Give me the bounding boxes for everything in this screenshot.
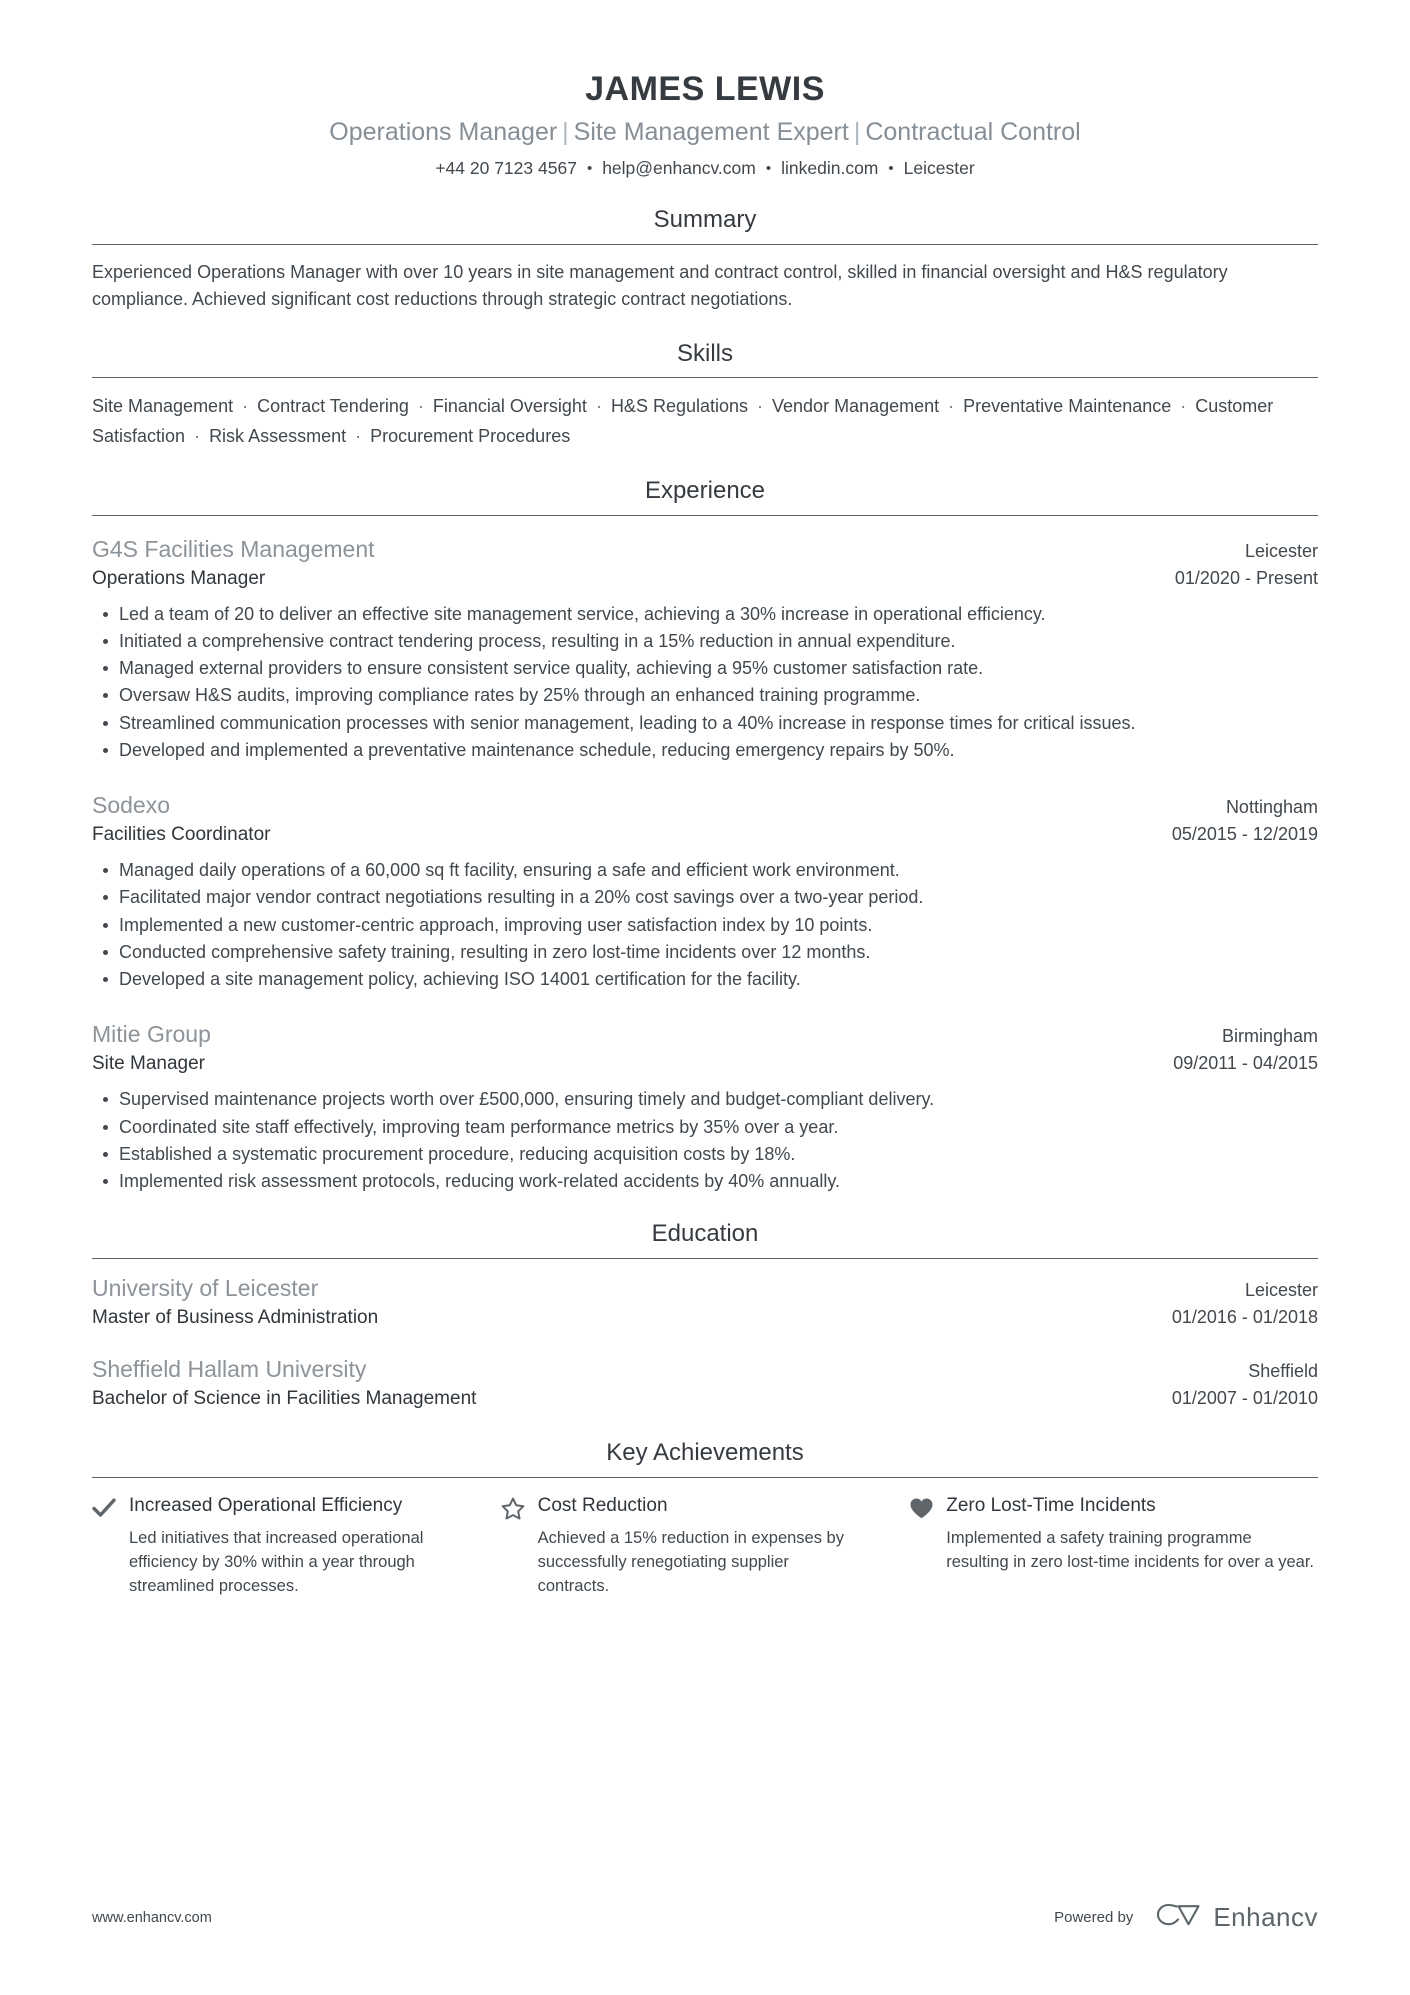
institution-location: Sheffield xyxy=(1248,1361,1318,1382)
employer-name: Mitie Group xyxy=(92,1020,211,1047)
experience-entry-subheader xyxy=(92,566,1318,593)
education-body xyxy=(92,1259,1318,1413)
experience-entry xyxy=(92,1019,1318,1194)
headline-separator: | xyxy=(853,118,861,147)
achievements-grid xyxy=(92,1478,1318,1599)
education-dates: 01/2016 - 01/2018 xyxy=(1171,1306,1318,1327)
skills-body xyxy=(92,378,1318,450)
achievement-title: Cost Reduction xyxy=(537,1494,668,1516)
skill-item: H&S Regulations xyxy=(610,396,749,417)
institution-name: Sheffield Hallam University xyxy=(92,1356,367,1383)
skill-item: Preventative Maintenance xyxy=(963,396,1172,417)
contact-location: Leicester xyxy=(903,158,975,179)
headline-part-1: Operations Manager xyxy=(329,118,558,147)
summary-body xyxy=(92,245,1318,314)
check-icon xyxy=(92,1494,118,1519)
education-entry xyxy=(92,1273,1318,1332)
experience-entry-header xyxy=(92,790,1318,821)
education-dates: 01/2007 - 01/2010 xyxy=(1171,1388,1318,1409)
employer-location: Leicester xyxy=(1244,540,1318,561)
achievement-text xyxy=(946,1494,1318,1575)
skills-section xyxy=(92,340,1318,451)
experience-entry-header xyxy=(92,534,1318,565)
responsibility-item: Led a team of 20 to deliver an effective site management service, achieving a 30% increase in operational efficiency. xyxy=(119,601,1318,627)
responsibility-list xyxy=(92,601,1318,763)
employment-dates: 01/2020 - Present xyxy=(1174,567,1318,588)
skill-item: Contract Tendering xyxy=(257,396,409,417)
responsibility-item: Managed external providers to ensure consistent service quality, achieving a 95% customer satisfaction rate. xyxy=(119,655,1318,681)
section-title-experience: Experience xyxy=(644,476,766,504)
summary-text: Experienced Operations Manager with over 10 years in site management and contract control, skilled in financial oversight and H&S regulatory compliance. Achieved significant cost reductions through strategic contract negotiations. xyxy=(92,261,1228,310)
achievement-card xyxy=(909,1494,1318,1599)
responsibility-item: Initiated a comprehensive contract tendering process, resulting in a 15% reduction in annual expenditure. xyxy=(119,628,1318,654)
experience-entry-subheader xyxy=(92,1051,1318,1078)
skill-separator: · xyxy=(350,425,367,446)
enhancv-brand xyxy=(1155,1902,1318,1933)
skill-separator: · xyxy=(943,396,960,417)
responsibility-item: Established a systematic procurement procedure, reducing acquisition costs by 18%. xyxy=(119,1141,1318,1167)
headline-part-2: Site Management Expert xyxy=(573,118,849,147)
headline-separator: | xyxy=(562,118,569,147)
skill-separator: · xyxy=(237,396,254,417)
skill-item: Site Management xyxy=(92,396,234,417)
employer-location: Nottingham xyxy=(1225,796,1318,817)
achievement-title: Zero Lost-Time Incidents xyxy=(946,1494,1156,1516)
job-title: Operations Manager xyxy=(92,567,266,589)
page-footer xyxy=(92,1902,1318,1933)
responsibility-item: Oversaw H&S audits, improving compliance rates by 25% through an enhanced training programme. xyxy=(119,682,1318,708)
education-entry-header xyxy=(92,1273,1318,1304)
skill-item: Vendor Management xyxy=(772,396,940,417)
responsibility-item: Conducted comprehensive safety training, resulting in zero lost-time incidents over 12 months. xyxy=(119,939,1318,965)
employer-location: Birmingham xyxy=(1221,1025,1318,1046)
education-section xyxy=(92,1220,1318,1413)
responsibility-item: Implemented a new customer-centric approach, improving user satisfaction index by 10 points. xyxy=(119,912,1318,938)
skill-item: Customer Satisfaction xyxy=(92,396,1274,446)
section-title-skills: Skills xyxy=(676,339,733,367)
skill-separator: · xyxy=(1175,396,1192,417)
institution-name: University of Leicester xyxy=(92,1274,319,1301)
responsibility-item: Developed and implemented a preventative maintenance schedule, reducing emergency repairs by 50%. xyxy=(119,737,1318,763)
achievement-card xyxy=(501,1494,910,1599)
responsibility-item: Managed daily operations of a 60,000 sq ft facility, ensuring a safe and efficient work environment. xyxy=(119,857,1318,883)
responsibility-item: Facilitated major vendor contract negotiations resulting in a 20% cost savings over a two-year period. xyxy=(119,884,1318,910)
footer-url[interactable]: www.enhancv.com xyxy=(92,1909,212,1926)
skill-separator: · xyxy=(752,396,769,417)
footer-brand-area xyxy=(1054,1902,1318,1933)
contact-email[interactable]: help@enhancv.com xyxy=(602,158,756,179)
achievement-description: Led initiatives that increased operational efficiency by 30% within a year through streamlined processes. xyxy=(129,1529,424,1595)
contact-line xyxy=(92,157,1318,180)
job-title: Facilities Coordinator xyxy=(92,823,271,845)
contact-phone: +44 20 7123 4567 xyxy=(435,158,577,179)
experience-entry-subheader xyxy=(92,822,1318,849)
experience-entry xyxy=(92,534,1318,763)
responsibility-item: Developed a site management policy, achieving ISO 14001 certification for the facility. xyxy=(119,966,1318,992)
skill-separator: · xyxy=(412,396,429,417)
degree-name: Bachelor of Science in Facilities Management xyxy=(92,1388,477,1410)
responsibility-item: Streamlined communication processes with senior management, leading to a 40% increase in response times for critical issues. xyxy=(119,710,1318,736)
responsibility-item: Implemented risk assessment protocols, reducing work-related accidents by 40% annually. xyxy=(119,1168,1318,1194)
summary-section xyxy=(92,206,1318,314)
section-title-summary: Summary xyxy=(653,206,757,234)
contact-separator-icon: • xyxy=(888,160,894,178)
contact-separator-icon: • xyxy=(765,160,772,178)
institution-location: Leicester xyxy=(1244,1279,1318,1300)
candidate-headline xyxy=(92,117,1318,148)
resume-header xyxy=(92,0,1318,180)
section-title-education: Education xyxy=(651,1219,759,1247)
employer-name: Sodexo xyxy=(92,791,171,818)
responsibility-item: Supervised maintenance projects worth over £500,000, ensuring timely and budget-compliant delivery. xyxy=(119,1086,1318,1112)
achievement-text xyxy=(129,1494,443,1599)
skill-separator: · xyxy=(189,425,206,446)
experience-entry xyxy=(92,790,1318,992)
skill-item: Procurement Procedures xyxy=(370,425,571,446)
responsibility-list xyxy=(92,857,1318,991)
education-entry-subheader xyxy=(92,1305,1318,1332)
achievement-title: Increased Operational Efficiency xyxy=(129,1494,403,1516)
responsibility-item: Coordinated site staff effectively, improving team performance metrics by 35% over a year. xyxy=(119,1114,1318,1140)
job-title: Site Manager xyxy=(92,1052,206,1074)
achievement-text xyxy=(538,1494,852,1599)
heart-icon xyxy=(909,1494,935,1520)
powered-by-label: Powered by xyxy=(1054,1909,1134,1926)
skills-list xyxy=(92,392,1318,450)
headline-part-3: Contractual Control xyxy=(865,118,1081,147)
skill-item: Risk Assessment xyxy=(209,425,347,446)
star-icon xyxy=(501,1494,527,1520)
achievement-card xyxy=(92,1494,501,1599)
contact-separator-icon: • xyxy=(586,160,593,178)
employment-dates: 09/2011 - 04/2015 xyxy=(1173,1052,1318,1073)
degree-name: Master of Business Administration xyxy=(92,1306,379,1328)
education-entry xyxy=(92,1354,1318,1413)
responsibility-list xyxy=(92,1086,1318,1193)
enhancv-brand-name: Enhancv xyxy=(1213,1902,1318,1932)
education-entry-header xyxy=(92,1354,1318,1385)
skill-item: Financial Oversight xyxy=(432,396,587,417)
education-entry-subheader xyxy=(92,1386,1318,1413)
employer-name: G4S Facilities Management xyxy=(92,535,375,562)
candidate-name: JAMES LEWIS xyxy=(585,70,825,108)
experience-entry-header xyxy=(92,1019,1318,1050)
employment-dates: 05/2015 - 12/2019 xyxy=(1171,823,1318,844)
experience-body xyxy=(92,516,1318,1194)
section-title-achievements: Key Achievements xyxy=(606,1438,804,1466)
contact-website[interactable]: linkedin.com xyxy=(781,158,879,179)
achievements-section xyxy=(92,1439,1318,1598)
experience-section xyxy=(92,477,1318,1194)
enhancv-logo-icon xyxy=(1155,1902,1201,1933)
achievement-description: Implemented a safety training programme resulting in zero lost-time incidents for over a year. xyxy=(946,1529,1314,1571)
achievement-description: Achieved a 15% reduction in expenses by successfully renegotiating supplier contracts. xyxy=(537,1529,844,1595)
skill-separator: · xyxy=(590,396,607,417)
